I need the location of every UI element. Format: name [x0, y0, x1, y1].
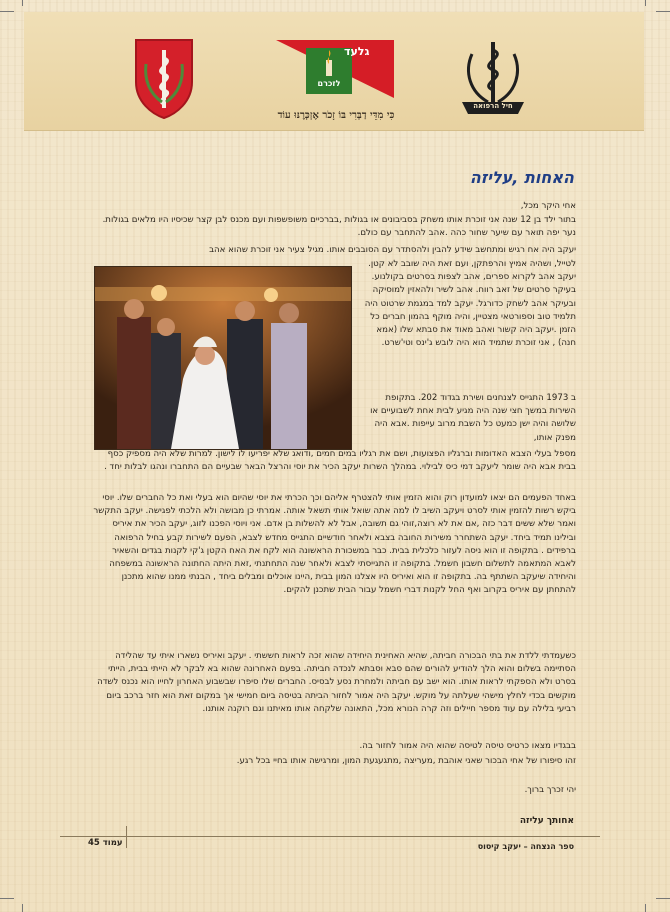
- page-number: עמוד 45: [88, 838, 123, 848]
- crop-mark: [22, 904, 23, 912]
- footer-vertical-divider: [126, 826, 127, 848]
- signature: אחותך עליזה: [519, 816, 574, 826]
- crop-mark: [0, 11, 14, 12]
- body-paragraph-1: בתור ילד בן 12 שנה אני זוכרת אותו משחק בסביבונים או בגולות ,בברכיים משופשפות ועם מכנס לבן קצר שכיסיו היו מלאים בגולות. נער יפה תואר עם שיער שחור כהה .אהב להתחבר עם כולם.: [102, 215, 576, 239]
- crop-mark: [645, 0, 646, 6]
- medical-corps-shield-icon: [132, 36, 196, 120]
- body-greeting: אחי היקר מכל,: [520, 201, 576, 211]
- header-motto: כִּי מִדֵּי דַבְּרִי בּוֹ זָכֹר אֶזְכְּרֶנּוּ עוֹד: [277, 110, 395, 121]
- page-title: האחות ,עליזה: [469, 168, 574, 187]
- crop-mark: [645, 904, 646, 912]
- galed-logo-title: גלעד: [344, 45, 370, 58]
- crop-mark: [656, 898, 670, 899]
- body-paragraph-7: כשעמדתי ללדת את בתי הבכורה חביתה, שהיא האחינית היחידה שהוא זכה לראות חששתי . יעקב ואיריס נשארו איתי עד שהלידה הסתיימה בשלום והוא הלך להודיע להורים שהם סבא וסבתא לנכדה חביתה. בפעם האחרונה שהוא בא לבקר לא הייתי בבית, הייתי בסרט ולא הספקתי לראות אותו. הוא ישב עם חביתה ולמחרת נסע לבסיס. החברים שלו סיפרו שבשבוע האחרון לחייו הוא נכנס לשדה מוקשים בכדי לחלץ מישהי שעלתה על מוקש. יעקב היה אמור לחזור הביתה בטיסה ביום חמישי אך במקום זאת הוא חזר ברכב ביום רביעי בלילה עם עוד מספר חיילים וזה קרה הנורא מכל, התאונה שלקחה אותו מאיתנו וגם רוקנה אותנו.: [97, 651, 576, 714]
- emblem-ribbon-text: חיל הרפואה: [473, 102, 513, 110]
- galed-logo: [276, 40, 394, 100]
- body-paragraph-5: מספל בעלי הצבא האדומות וברגליו הפצועות, ושם את רגליו במים חמים ,ודואג שלא יפריעו לו לישון. למרות שלא היה מספיק כסף בבית אבא היה שומר ליעקב דמי כיס לבילוי. במהלך השרות יעקב הכיר את יוסי והרצל הבאר שבעיים הם התחברו ונהגו לבלות יחד .: [104, 449, 576, 473]
- body-paragraph-9: זהו סיפורו של אחי הבכור שאני אוהבת ,מעריצה ,מתגעגעת המון, ומרגישה אותו בחיי בכל רגע.: [236, 756, 576, 766]
- crop-mark: [656, 11, 670, 12]
- crop-mark: [0, 898, 14, 899]
- footer-divider-line: [60, 836, 600, 837]
- family-wedding-photo: [94, 266, 352, 450]
- body-paragraph-4: ב 1973 התגייס לצנחנים ושירת בגדוד 202. בתקופת השירות במשך חצי שנה היה מגיע לבית אחת לשבועיים או שלושה והיה ישן כמעט כל השבת מרוב עייפות .אבא היה מפנק אותו,: [370, 393, 576, 443]
- crop-mark: [22, 0, 23, 6]
- body-paragraph-10: יהי זכרך ברוך.: [524, 785, 576, 795]
- body-paragraph-6: באחד הפעמים הם יצאו למועדון רוק והוא הזמין אותי להצטרף אליהם וכך הכרתי את יוסי שהיום הוא בעלי ואת כל החברים שלו. יוסי ביקש רשות להזמין אותי לסרט ויעקב השיב לו למה אתה שואל אותי תשאל אותה. אמרתי כן מבושה ולא הלכתי לפגישה. יעקב התקשר ואמר שלא ששים דבר כזה ,אם את לא רוצה,זוהי גם תשובה, אבל לא להשלות בן אדם. אני ויוסי הפכנו לזוג, יעקב הכיר את איריס ובילינו תמיד ביחד. יעקב השתחרר משירות החובה בצבא ולאחר חודשיים התגייס מחדש לצבא, הפעם לשירות קבע בחיל הרפואה ברפידים . בתקופה זו הוא ניסה לעזור כלכלית בבית. כבר במשכורת הראשונה הוא לקח את האח הקטן ג'קי לקנות בגדים והשאיר לאבא המתאמה לתשלום חשבון חשמל. בתקופה זו התגייסתי לצבא ולאחר שנה התחתנתי ,זאת היתה החתונה הראשונה במשפחה והיחידה שיעקב השתתף בה. בתקופה זו הוא ואיריס היו אצלנו המון בבית ,היינו אוכלים ומבלים ביחד , הבנתי ממנו שהוא מתכנן להתחתן עם איריס בקרוב ואף החל לקנות דברי חשמל עבור הבית שתכנן להקים.: [93, 493, 576, 596]
- body-paragraph-3: לטייל, ושהיה אמיץ והרפתקן, ועם זאת היה שובב לא קטן. יעקב אהב לקרוא ספרים, אהב לצפות בסרטים בקולנוע. בעיקר סרטים של זאב רווח. אהב לשיר ולהאזין למוסיקה ובעיקר אהב לשחק כדורגל. יעקב למד במגמת שרטוט היה תלמיד טוב וספורטאי מצטיין, והיה מוקף בהמון חברים כל הזמן .יעקב היה קשור ואהב מאוד את סבתא שלו (אמא חנה) , אני זוכרת שתמיד הוא היה לובש ג'ינס וטי'שרט.: [364, 259, 576, 349]
- medical-corps-emblem-icon: [458, 36, 528, 120]
- galed-logo-subtitle: לזכרם: [317, 79, 341, 88]
- body-paragraph-8: בבגדיו מצאו כרטיס טיסה לטיסה שהוא היה אמור לחזור בה.: [359, 741, 576, 751]
- footer-book-title: ספר הנצחה – יעקב קיסוס: [477, 842, 574, 851]
- body-paragraph-2: יעקב היה אח רגיש ומתחשב שידע להבין ולהסתדר עם הסובבים אותו. מגיל צעיר אני זוכרת שהוא אהב: [209, 245, 576, 255]
